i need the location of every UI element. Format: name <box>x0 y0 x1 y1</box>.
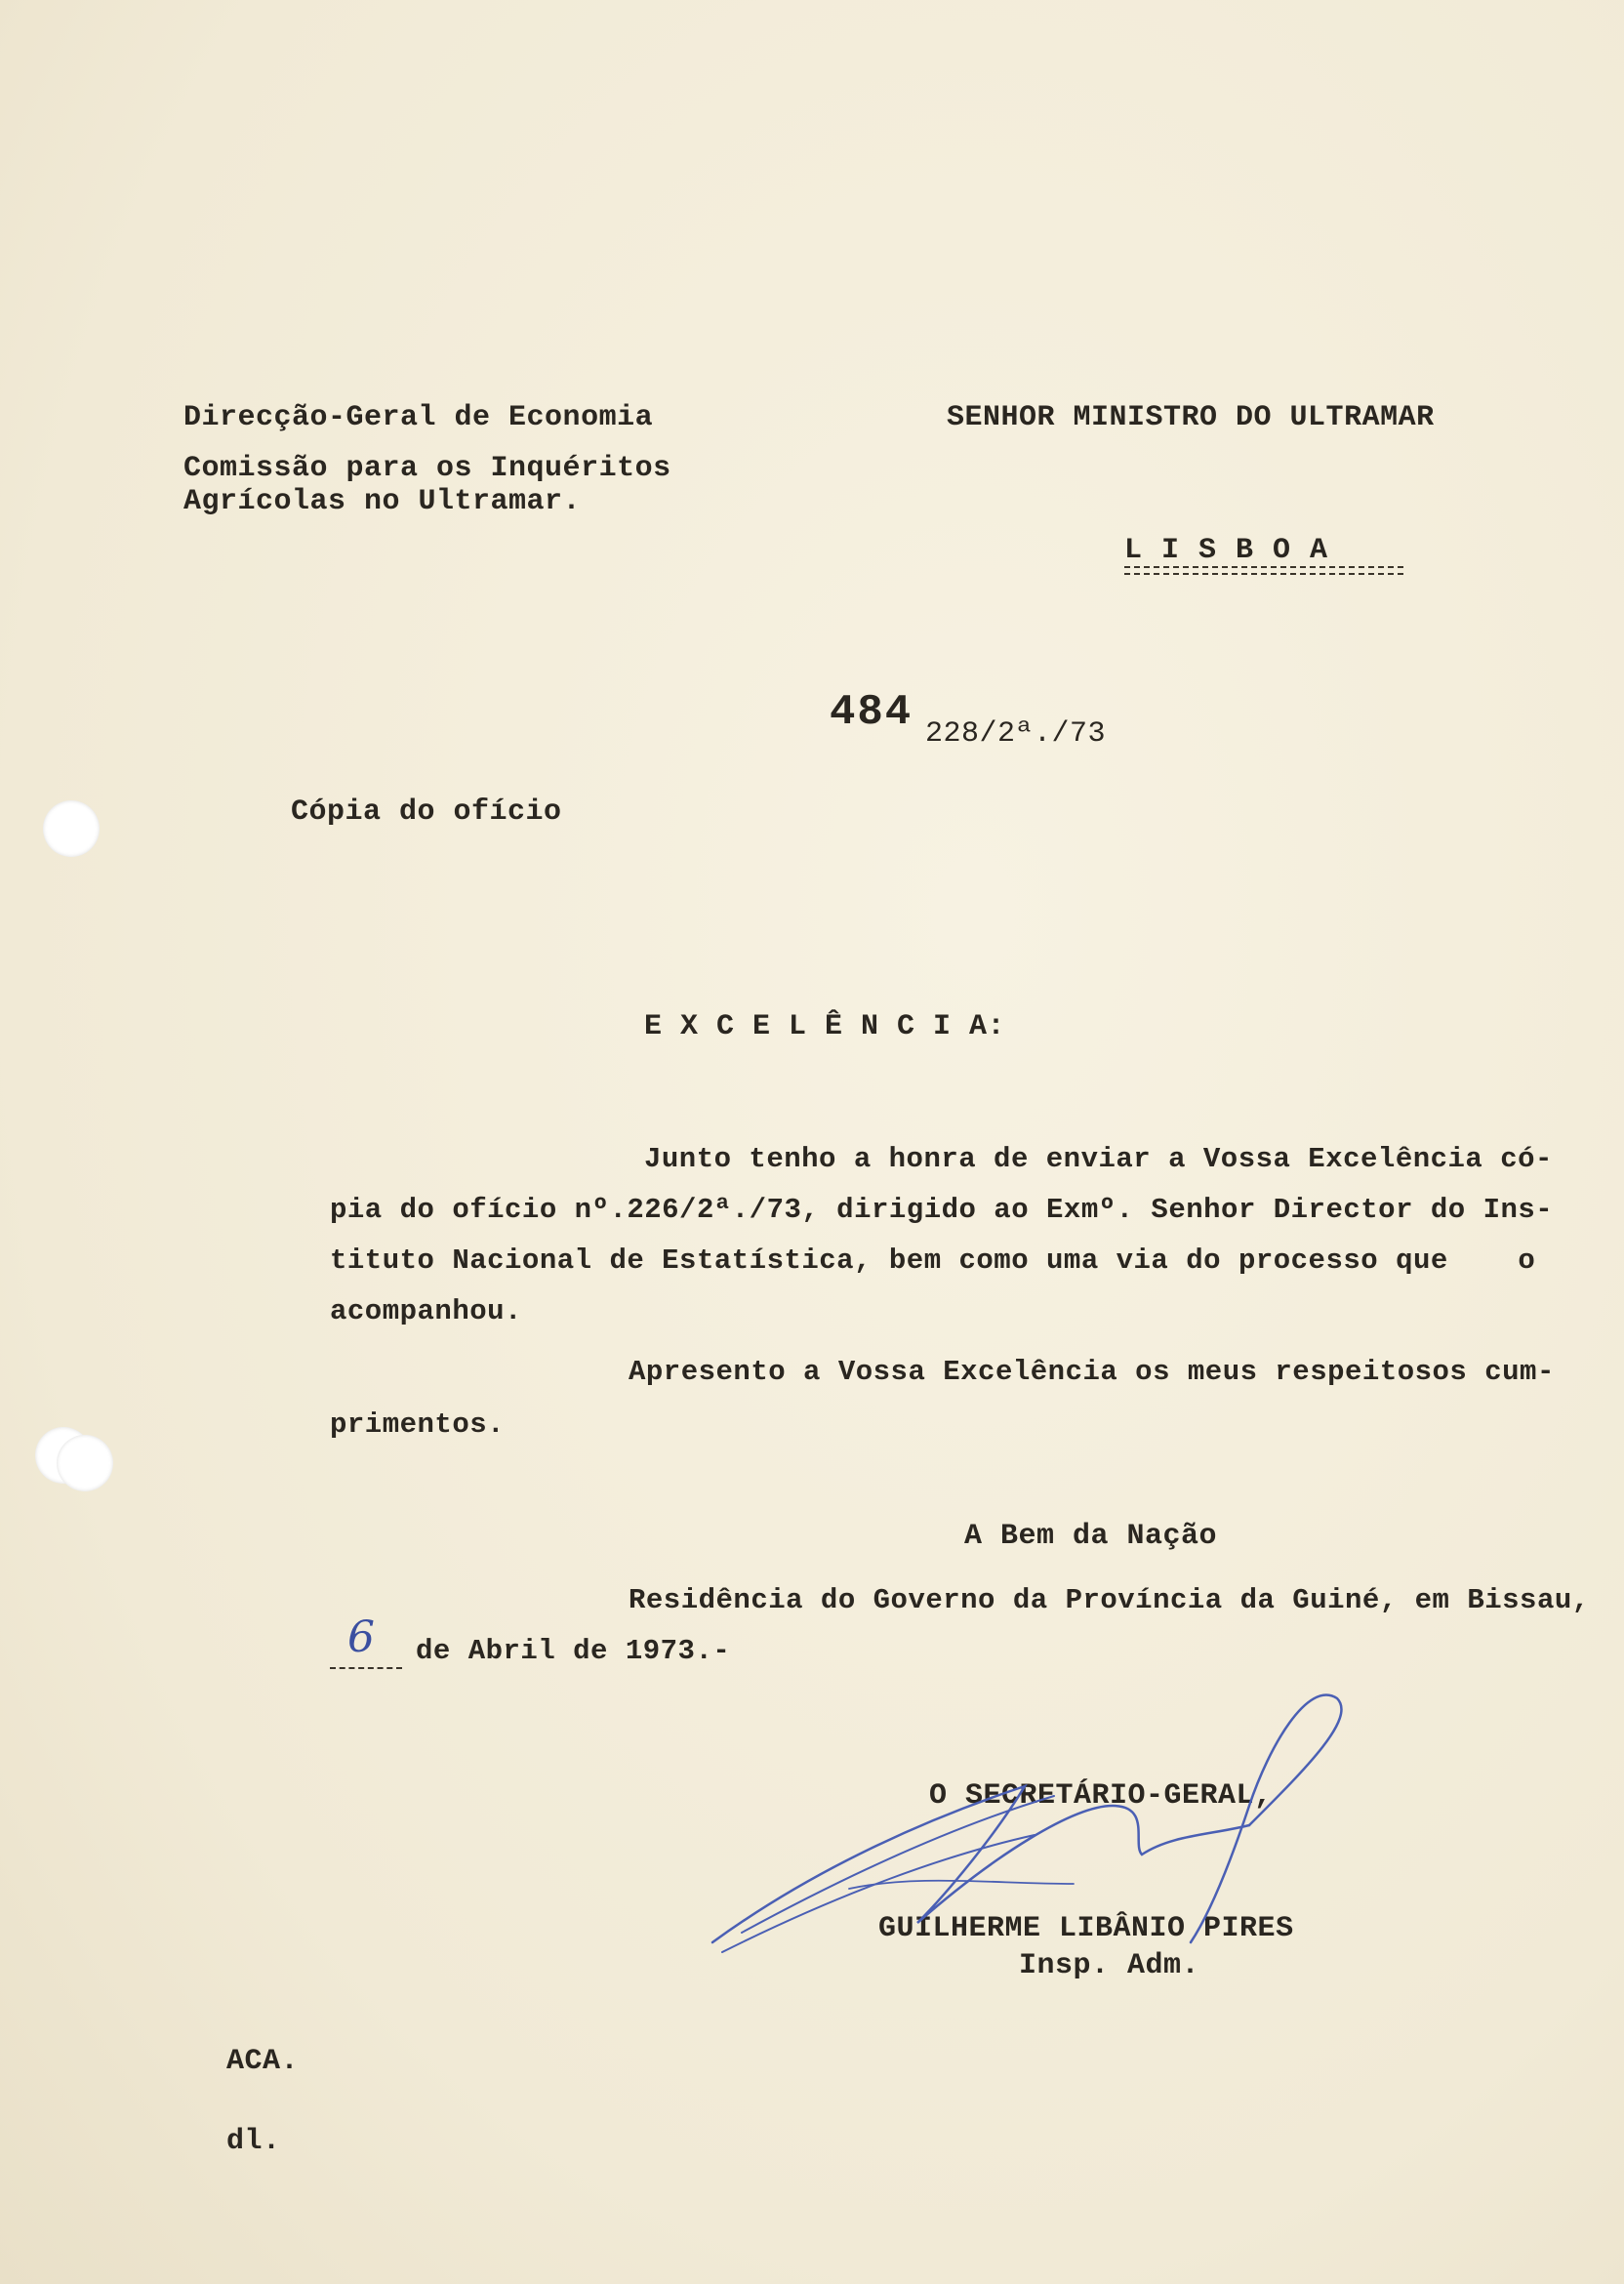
signatory-role: O SECRETÁRIO-GERAL, <box>929 1779 1273 1813</box>
body-p1-line4: acompanhou. <box>330 1295 522 1327</box>
signatory-position: Insp. Adm. <box>1019 1949 1200 1982</box>
day-blank-line <box>330 1667 402 1669</box>
closing-motto: A Bem da Nação <box>964 1520 1218 1553</box>
body-p2-line1: Apresento a Vossa Excelência os meus respeitosos cum- <box>629 1356 1555 1388</box>
signature-stroke-3 <box>722 1835 1035 1952</box>
body-p1-line1: Junto tenho a honra de enviar a Vossa Excelência có- <box>644 1143 1553 1175</box>
signatory-name: GUILHERME LIBÂNIO PIRES <box>878 1912 1294 1945</box>
body-p2-line2: primentos. <box>330 1408 506 1441</box>
addressee-title: SENHOR MINISTRO DO ULTRAMAR <box>947 401 1435 434</box>
signature-stroke-4 <box>1191 1695 1341 1942</box>
typist-initials-2: dl. <box>226 2125 281 2158</box>
body-p1-line2: pia do ofício nº.226/2ª./73, dirigido ao Exmº. Senhor Director do Ins- <box>330 1194 1554 1226</box>
date-line: de Abril de 1973.- <box>416 1635 731 1667</box>
commission-name-line2: Agrícolas no Ultramar. <box>183 485 582 518</box>
punch-hole-bottom-2 <box>57 1435 113 1491</box>
subject-line: Cópia do ofício <box>291 795 562 829</box>
city-double-underline <box>1124 566 1403 575</box>
handwritten-day: 6 <box>347 1612 375 1662</box>
stamp-number: 484 <box>830 688 914 737</box>
department-name: Direcção-Geral de Economia <box>183 401 654 434</box>
place-line: Residência do Governo da Província da Guiné, em Bissau, <box>629 1584 1590 1616</box>
commission-name-line1: Comissão para os Inquéritos <box>183 452 671 485</box>
punch-hole-top <box>43 800 100 857</box>
signature-stroke-2 <box>742 1796 1054 1933</box>
addressee-city: L I S B O A <box>1124 534 1329 567</box>
salutation: E X C E L Ê N C I A: <box>644 1010 1006 1043</box>
typist-initials-1: ACA. <box>226 2045 300 2078</box>
reference-number: 228/2ª./73 <box>925 717 1107 751</box>
handwritten-signature <box>703 1689 1366 2001</box>
body-p1-line3: tituto Nacional de Estatística, bem como uma via do processo que o <box>330 1244 1536 1277</box>
